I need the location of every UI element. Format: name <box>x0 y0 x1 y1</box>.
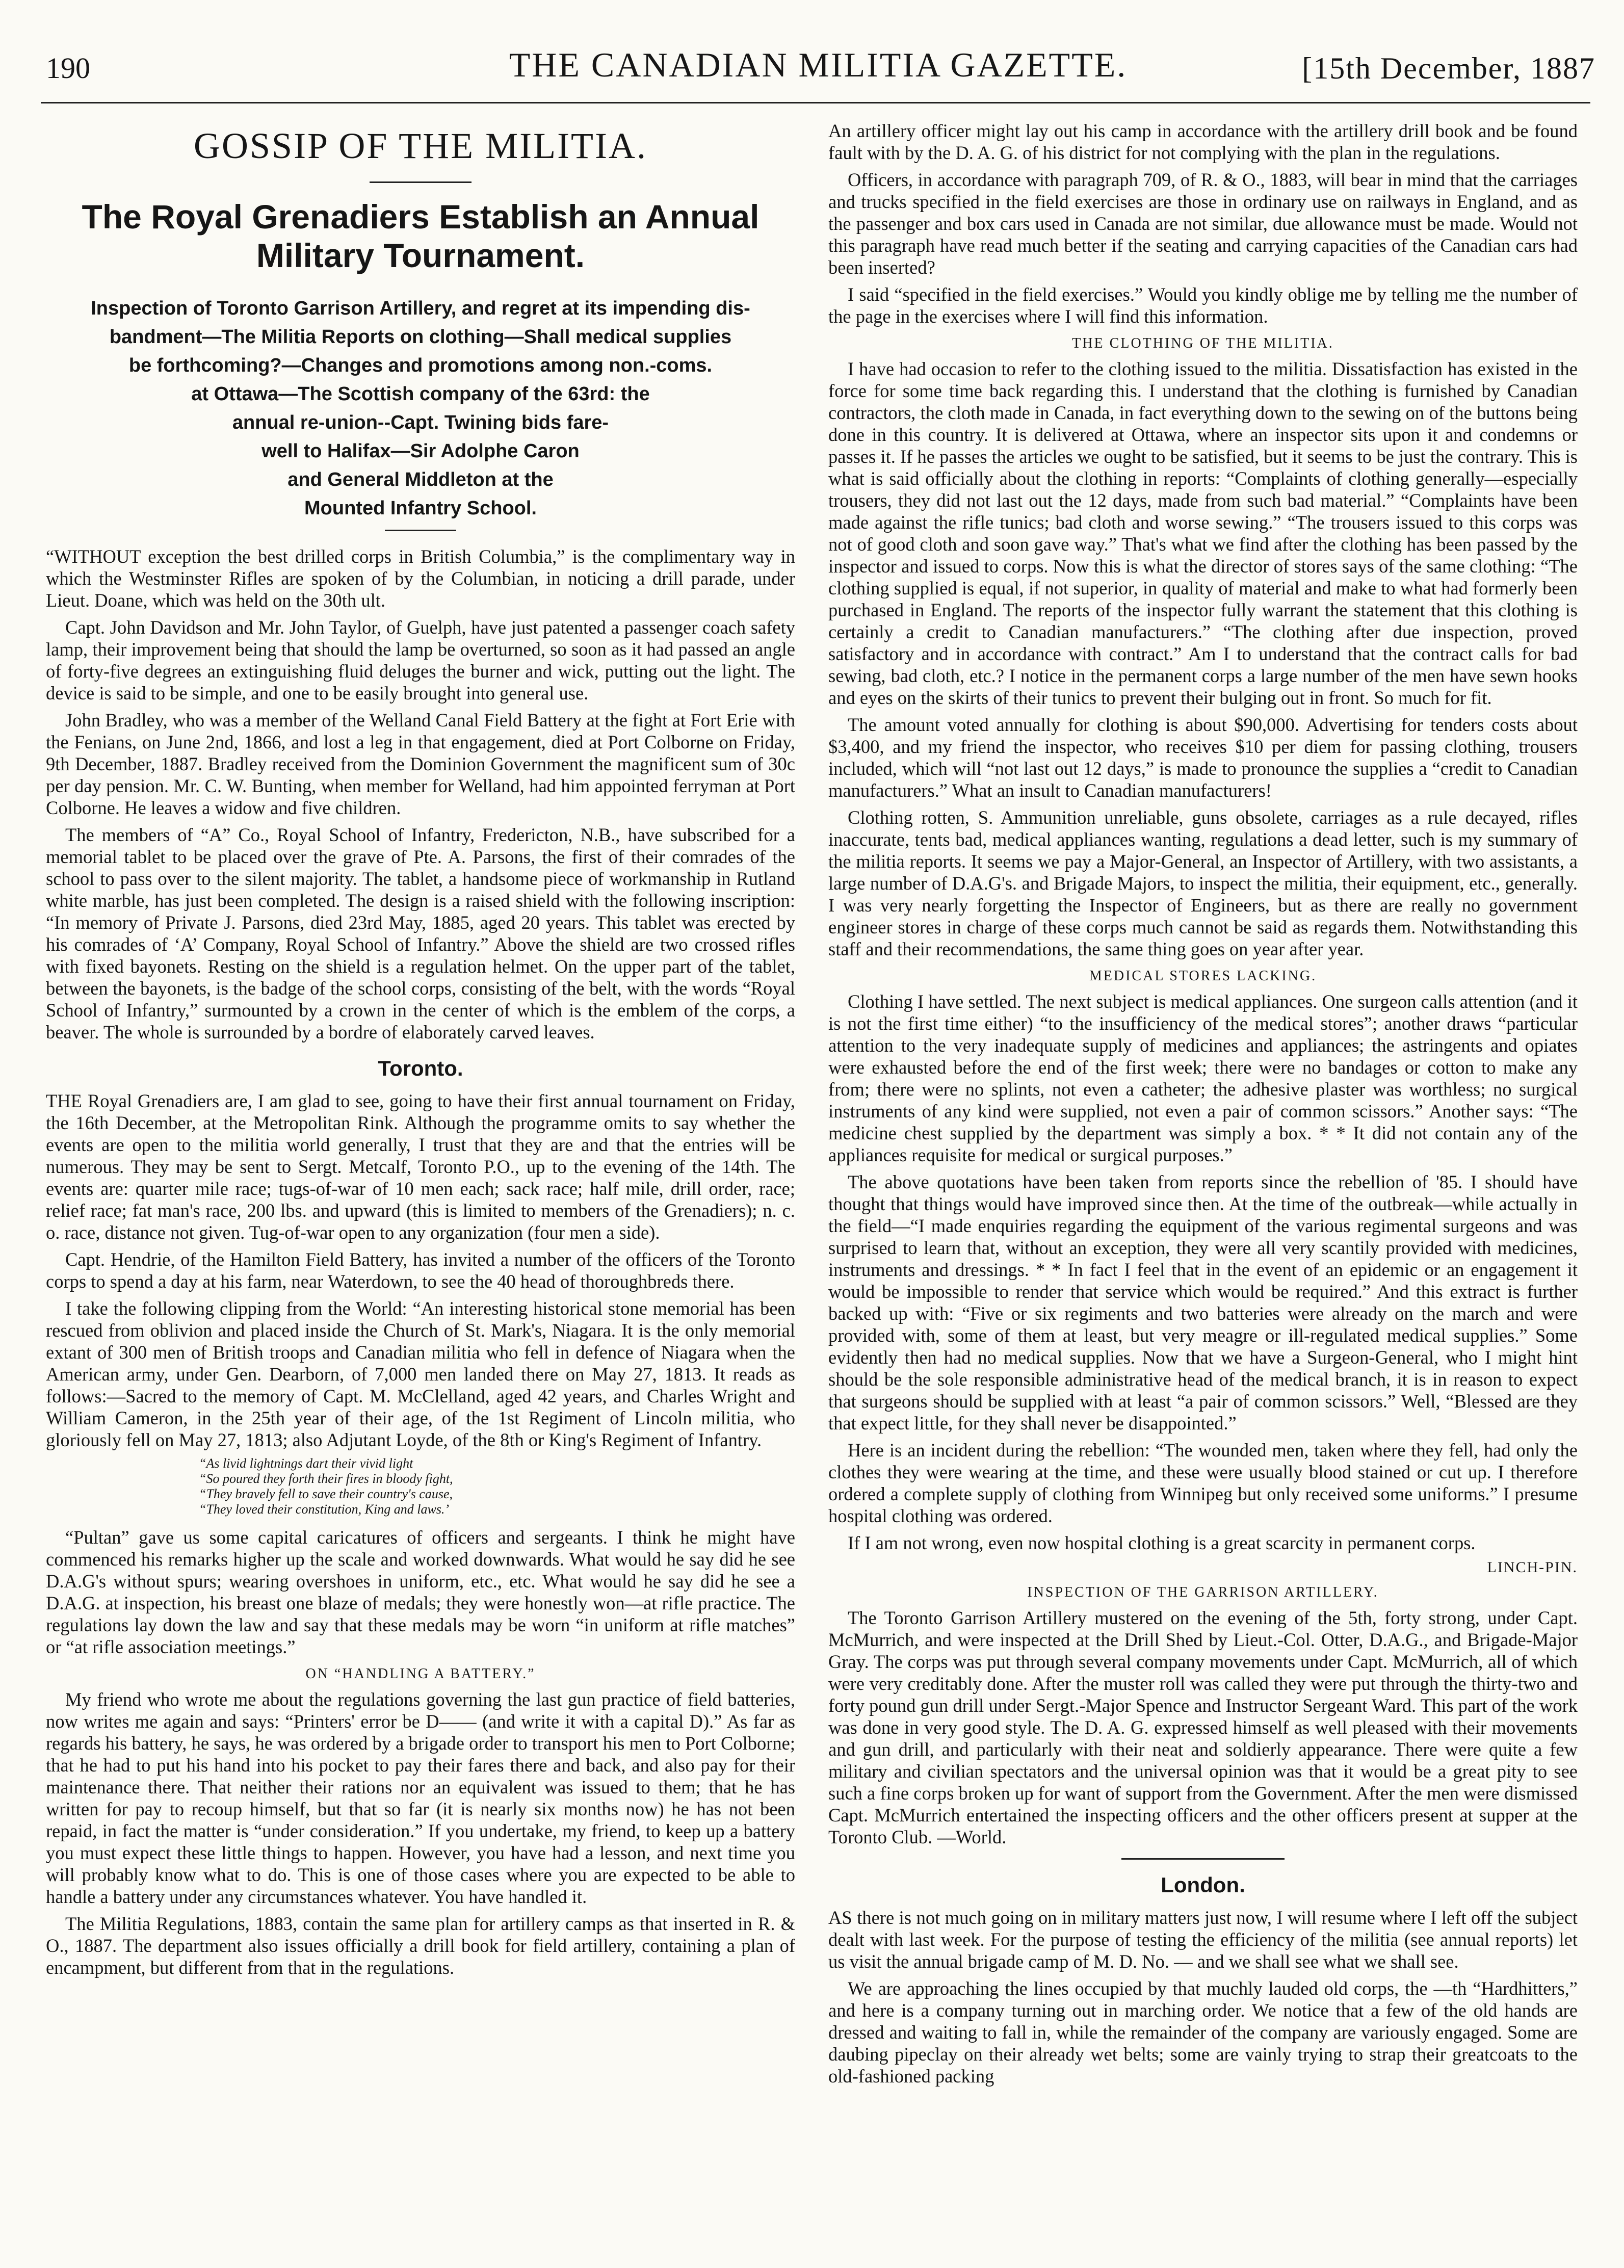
deck-line: Mounted Infantry School. <box>304 498 537 519</box>
paragraph: I take the following clipping from the World: “An interesting historical stone memorial has been rescued from oblivion and placed inside the Church of St. Mark's, Niagara. It is the only memorial extant of 300 men of British troops and Canadian militia who fell in defence of Niagara when the American army, under Gen. Dearborn, of 7,000 men landed there on May 27, 1813. It reads as follows:—Sacred to the memory of Capt. M. McClelland, aged 42 years, and Charles Wright and William Cameron, in the 25th year of their age, of the 1st Regiment of Lincoln militia, who gloriously fell on May 27, 1813; also Adjutant Loyde, of the 8th or King's Regiment of Infantry. <box>46 1298 795 1450</box>
paragraph: An artillery officer might lay out his camp in accordance with the artillery drill book and be found fault with by the D. A. G. of his district for not complying with the plan in the regulations. <box>828 120 1578 163</box>
paragraph: The amount voted annually for clothing is about $90,000. Advertising for tenders costs about $3,400, and my friend the inspector, who receives $10 per diem for passing clothing, trousers included, which will “not last out 12 days,” is made to pronounce the supplies a “credit to Canadian manufacturers.” What an insult to Canadian manufacturers! <box>828 714 1578 801</box>
paragraph: My friend who wrote me about the regulations governing the last gun practice of field batteries, now writes me again and says: “Printers' error be D—— (and write it with a capital D).” As far as regards his battery, he says, he was ordered by a brigade order to transport his men to Port Colborne; that he had to put his hand into his pocket to pay their fares there and back, and also pay for their maintenance there. That neither their rations nor an equivalent was issued to them; that he has written for pay to recoup himself, but that so far (it is nearly six months now) he has not been repaid, in fact the matter is “under consideration.” If you undertake, my friend, to keep up a battery you must expect these little things to happen. However, you have had a lesson, and next time you will probably know what to do. This is one of those cases where you are expected to be able to handle a battery under any circumstances whatever. You have handled it. <box>46 1689 795 1907</box>
section-title: GOSSIP OF THE MILITIA. <box>193 125 648 166</box>
deck-line: annual re-union--Capt. Twining bids fare- <box>232 412 609 433</box>
paragraph: Capt. Hendrie, of the Hamilton Field Battery, has invited a number of the officers of the Toronto corps to spend a day at his farm, near Waterdown, to see the 40 head of thoroughbreds there. <box>46 1249 795 1292</box>
masthead: THE CANADIAN MILITIA GAZETTE. <box>509 45 1128 84</box>
page-header <box>36 41 1601 87</box>
paragraph: If I am not wrong, even now hospital clothing is a great scarcity in permanent corps. <box>848 1532 1476 1553</box>
poem-line: “They bravely fell to save their country's cause, <box>199 1487 453 1501</box>
deck-line: well to Halifax—Sir Adolphe Caron <box>261 440 580 462</box>
section-rule <box>1121 1858 1285 1860</box>
paragraph: The Militia Regulations, 1883, contain the same plan for artillery camps as that inserted in R. & O., 1887. The department also issues officially a drill book for field artillery, containing a plan of encampment, but different from that in the regulations. <box>46 1913 795 1978</box>
title-rule <box>370 181 472 183</box>
paragraph: Clothing rotten, S. Ammunition unreliable, guns obsolete, carriages as a rule decayed, rifles inaccurate, tents bad, medical appliances wanting, regulations a dead letter, such is my summary of the militia reports. It seems we pay a Major-General, an Inspector of Artillery, with two assistants, a large number of D.A.G's. and Brigade Majors, to inspect the militia, their equipment, etc., generally. I was very nearly forgetting the Inspector of Engineers, but as there are really no government engineer stores in charge of these corps much cannot be said as regards them. Notwithstanding this staff and their recommendations, the same thing goes on year after year. <box>828 807 1578 959</box>
paragraph: I have had occasion to refer to the clothing issued to the militia. Dissatisfaction has existed in the force for some time back regarding this. I understand that the clothing is furnished by Canadian contractors, the cloth made in Canada, in fact everything down to the sewing on of the buttons being done in this country. It is delivered at Ottawa, where an inspector sits upon it and condemns or passes it. If he passes the articles we ought to be satisfied, but it seems to be just the contrary. This is what is said officially about the clothing in reports: “Complaints of clothing generally—especially trousers, they did not last out the 12 days, made from such bad material.” “Complaints have been made against the rifle tunics; bad cloth and worse sewing.” “The trousers issued to this corps was not of good cloth and soon gave way.” That's what we find after the clothing has been passed by the inspector and issued to corps. Now this is what the director of stores says of the same clothing: “The clothing supplied is equal, if not superior, in quality of material and make to what had formerly been purchased in England. The reports of the inspector fully warrant the statement that this clothing is certainly a credit to Canadian manufacturers.” “The clothing after due inspection, proved satisfactory and in accordance with contract.” Am I to understand that the contract calls for bad sewing, bad cloth, etc.? I notice in the permanent corps a large number of the men have sewn hooks and eyes on the skirts of their tunics to prevent their bulging out in front. So much for fit. <box>828 358 1578 708</box>
paragraph: The members of “A” Co., Royal School of Infantry, Fredericton, N.B., have subscribed for a memorial tablet to be placed over the grave of Pte. A. Parsons, the first of their comrades of the school to pass over to the silent majority. The tablet, a handsome piece of workmanship in Rutland white marble, has just been completed. The design is a raised shield with the following inscription: “In memory of Private J. Parsons, died 23rd May, 1885, aged 20 years. This tablet was erected by his comrades of ‘A’ Company, Royal School of Infantry.” Above the shield are two crossed rifles with fixed bayonets. Resting on the shield is a regulation helmet. On the upper part of the tablet, between the bayonets, is the badge of the school corps, consisting of the belt, with the words “Royal School of Infantry,” surmounted by a crown in the center of which is the emblem of the corps, a beaver. The whole is surrounded by a bordre of elaborately carved leaves. <box>46 824 795 1042</box>
paragraph: “WITHOUT exception the best drilled corps in British Columbia,” is the complimentary way in which the Westminster Rifles are spoken of by the Columbian, in noticing a drill parade, under Lieut. Doane, which was held on the 30th ult. <box>46 546 795 611</box>
paragraph: The Toronto Garrison Artillery mustered on the evening of the 5th, forty strong, under Capt. McMurrich, and were inspected at the Drill Shed by Lieut.-Col. Otter, D.A.G., and Brigade-Major Gray. The corps was put through several company movements under Capt. McMurrich, all of which were very creditably done. After the muster roll was called they were put through the thirty-two and forty pound gun drill under Sergt.-Major Spence and Instructor Sergeant Ward. This part of the work was done in very good style. The D. A. G. expressed himself as well pleased with their movements and gun drill, and particularly with their neat and soldierly appearance. There were quite a few military and civilian spectators and the universal opinion was that it would be a great pity to see such a fine corps broken up for want of support from the Government. After the men were dismissed Capt. McMurrich entertained the inspecting officers and the other officers present at supper at the Toronto Club. —World. <box>828 1607 1578 1847</box>
poem-quote <box>199 1456 795 1517</box>
poem-line: “They loved their constitution, King and laws.’ <box>199 1502 450 1517</box>
deck-line: Inspection of Toronto Garrison Artillery, and regret at its impending dis- <box>91 298 750 319</box>
article-headline: The Royal Grenadiers Establish an Annual Military Tournament. <box>82 198 759 274</box>
deck-line: and General Middleton at the <box>287 469 554 490</box>
paragraph: AS there is not much going on in military matters just now, I will resume where I left off the subject dealt with last week. For the purpose of testing the efficiency of the militia (see annual reports) let us visit the annual brigade camp of M. D. No. — and we shall see what we shall see. <box>828 1907 1578 1972</box>
paragraph: Clothing I have settled. The next subject is medical appliances. One surgeon calls attention (and it is not the first time either) “to the insufficiency of the medical stores”; another draws “particular attention to the very inadequate supply of medicines and appliances; the astringents and opiates were exhausted before the end of the first week; there were no bandages or cotton to make any from; there were no splints, not even a catheter; the adhesive plaster was worthless; no surgical instruments of any kind were supplied, not even a pair of common scissors.” Another says: “The medicine chest supplied by the department was simply a box. * * It did not contain any of the appliances requisite for medical or surgical purposes.” <box>828 991 1578 1165</box>
poem-line: “So poured they forth their fires in bloody fight, <box>199 1471 453 1486</box>
paragraph: THE Royal Grenadiers are, I am glad to see, going to have their first annual tournament on Friday, the 16th December, at the Metropolitan Rink. Although the programme omits to say whether the events are open to the militia world generally, I trust that they are and that the entries will be numerous. They may be sent to Sergt. Metcalf, Toronto P.O., up to the evening of the 14th. The events are: quarter mile race; tugs-of-war of 10 men each; sack race; half mile, drill order, race; relief race; fat man's race, 200 lbs. and upward (this is limited to members of the Grenadiers); n. c. o. race, distance not given. Tug-of-war open to any organization (four men a side). <box>46 1090 795 1243</box>
poem-line: “As livid lightnings dart their vivid light <box>199 1456 413 1471</box>
subheading-clothing: THE CLOTHING OF THE MILITIA. <box>1072 335 1334 351</box>
paragraph: John Bradley, who was a member of the Welland Canal Field Battery at the fight at Fort Erie with the Fenians, on June 2nd, 1866, and lost a leg in that engagement, died at Port Colborne on Friday, 9th December, 1887. Bradley received from the Dominion Government the magnificent sum of 30c per day pension. Mr. C. W. Bunting, when member for Welland, had him appointed ferryman at Port Colborne. He leaves a widow and five children. <box>46 710 795 818</box>
subheading-garrison: INSPECTION OF THE GARRISON ARTILLERY. <box>1027 1584 1379 1600</box>
issue-date: [15th December, 1887 <box>1302 51 1595 85</box>
header-rule <box>41 102 1590 103</box>
paragraph: Officers, in accordance with paragraph 709, of R. & O., 1883, will bear in mind that the carriages and trucks specified in the field exercises are those in ordinary use on railways in England, and as the passenger and box cars used in Canada are not similar, due allowance must be made. Would not this paragraph have read much better if the seating and carrying capacities of the Canadian cars had been inserted? <box>828 169 1578 278</box>
paragraph: Capt. John Davidson and Mr. John Taylor, of Guelph, have just patented a passenger coach safety lamp, their improvement being that should the lamp be overturned, so soon as it had passed an angle of forty-five degrees an extinguishing fluid deluges the burner and wick, putting out the light. The device is said to be simple, and one to be easily brought into general use. <box>46 617 795 703</box>
left-column <box>46 120 795 2251</box>
deck-line: at Ottawa—The Scottish company of the 63rd: the <box>191 383 650 405</box>
subheading-toronto: Toronto. <box>378 1056 463 1080</box>
deck-line: be forthcoming?—Changes and promotions among non.-coms. <box>128 355 713 376</box>
paragraph: We are approaching the lines occupied by that muchly lauded old corps, the —th “Hardhitters,” and here is a company turning out in marching order. We notice that a few of the old hands are dressed and waiting to fall in, while the remainder of the company are variously engaged. Some are daubing pipeclay on their already wet belts; some are vainly trying to strap their greatcoats to the old-fashioned packing <box>828 1978 1578 2087</box>
subheading-battery: ON “HANDLING A BATTERY.” <box>305 1666 536 1682</box>
paragraph: I said “specified in the field exercises.” Would you kindly oblige me by telling me the number of the page in the exercises where I will find this information. <box>828 284 1578 327</box>
article-deck <box>46 294 795 523</box>
subheading-london: London. <box>1161 1873 1245 1897</box>
paragraph: Here is an incident during the rebellion: “The wounded men, taken where they fell, had only the clothes they were wearing at the time, and these were usually blood stained or cut up. I therefore ordered a complete supply of clothing from Winnipeg but only received some uniforms.” I presume hospital clothing was ordered. <box>828 1440 1578 1526</box>
deck-rule <box>385 530 456 531</box>
page-number: 190 <box>46 51 90 85</box>
paragraph: The above quotations have been taken from reports since the rebellion of '85. I should have thought that things would have improved since then. At the time of the outbreak—while actually in the field—“I made enquiries regarding the equipment of the various regimental surgeons and was surprised to learn that, without an exception, they were all very scantily provided with medicines, instruments and dressings. * * In fact I feel that in the event of an epidemic or an engagement it would be impossible to render that service which would be required.” And this extract is further backed up with: “Five or six regiments and two batteries were already on the march and were provided with, some of them at least, but very meagre or ill-regulated medical supplies.” Some evidently then had no medical supplies. Now that we have a Surgeon-General, who I might hint should be the sole responsible administrative head of the medical branch, it is in reason to expect that surgeons should be supplied with at least “a pair of common scissors.” Well, “Blessed are they that expect little, for they shall never be disappointed.” <box>828 1171 1578 1433</box>
signature-line <box>828 1559 1578 1576</box>
deck-line: bandment—The Militia Reports on clothing—Shall medical supplies <box>109 326 732 348</box>
signature: LINCH-PIN. <box>1487 1559 1578 1576</box>
subheading-medical: MEDICAL STORES LACKING. <box>1089 968 1317 984</box>
paragraph: “Pultan” gave us some capital caricatures of officers and sergeants. I think he might have commenced his remarks higher up the scale and worked downwards. What would he say did he see D.A.G's without spurs; wearing overshoes in uniform, etc., etc. What would he say did he see a D.A.G. at inspection, his breast one blaze of medals; they were honestly won—at rifle practice. The regulations lay down the law and say that these medals may be worn “in uniform at rifle matches” or “at rifle association meetings.” <box>46 1527 795 1657</box>
right-column <box>828 120 1578 2251</box>
